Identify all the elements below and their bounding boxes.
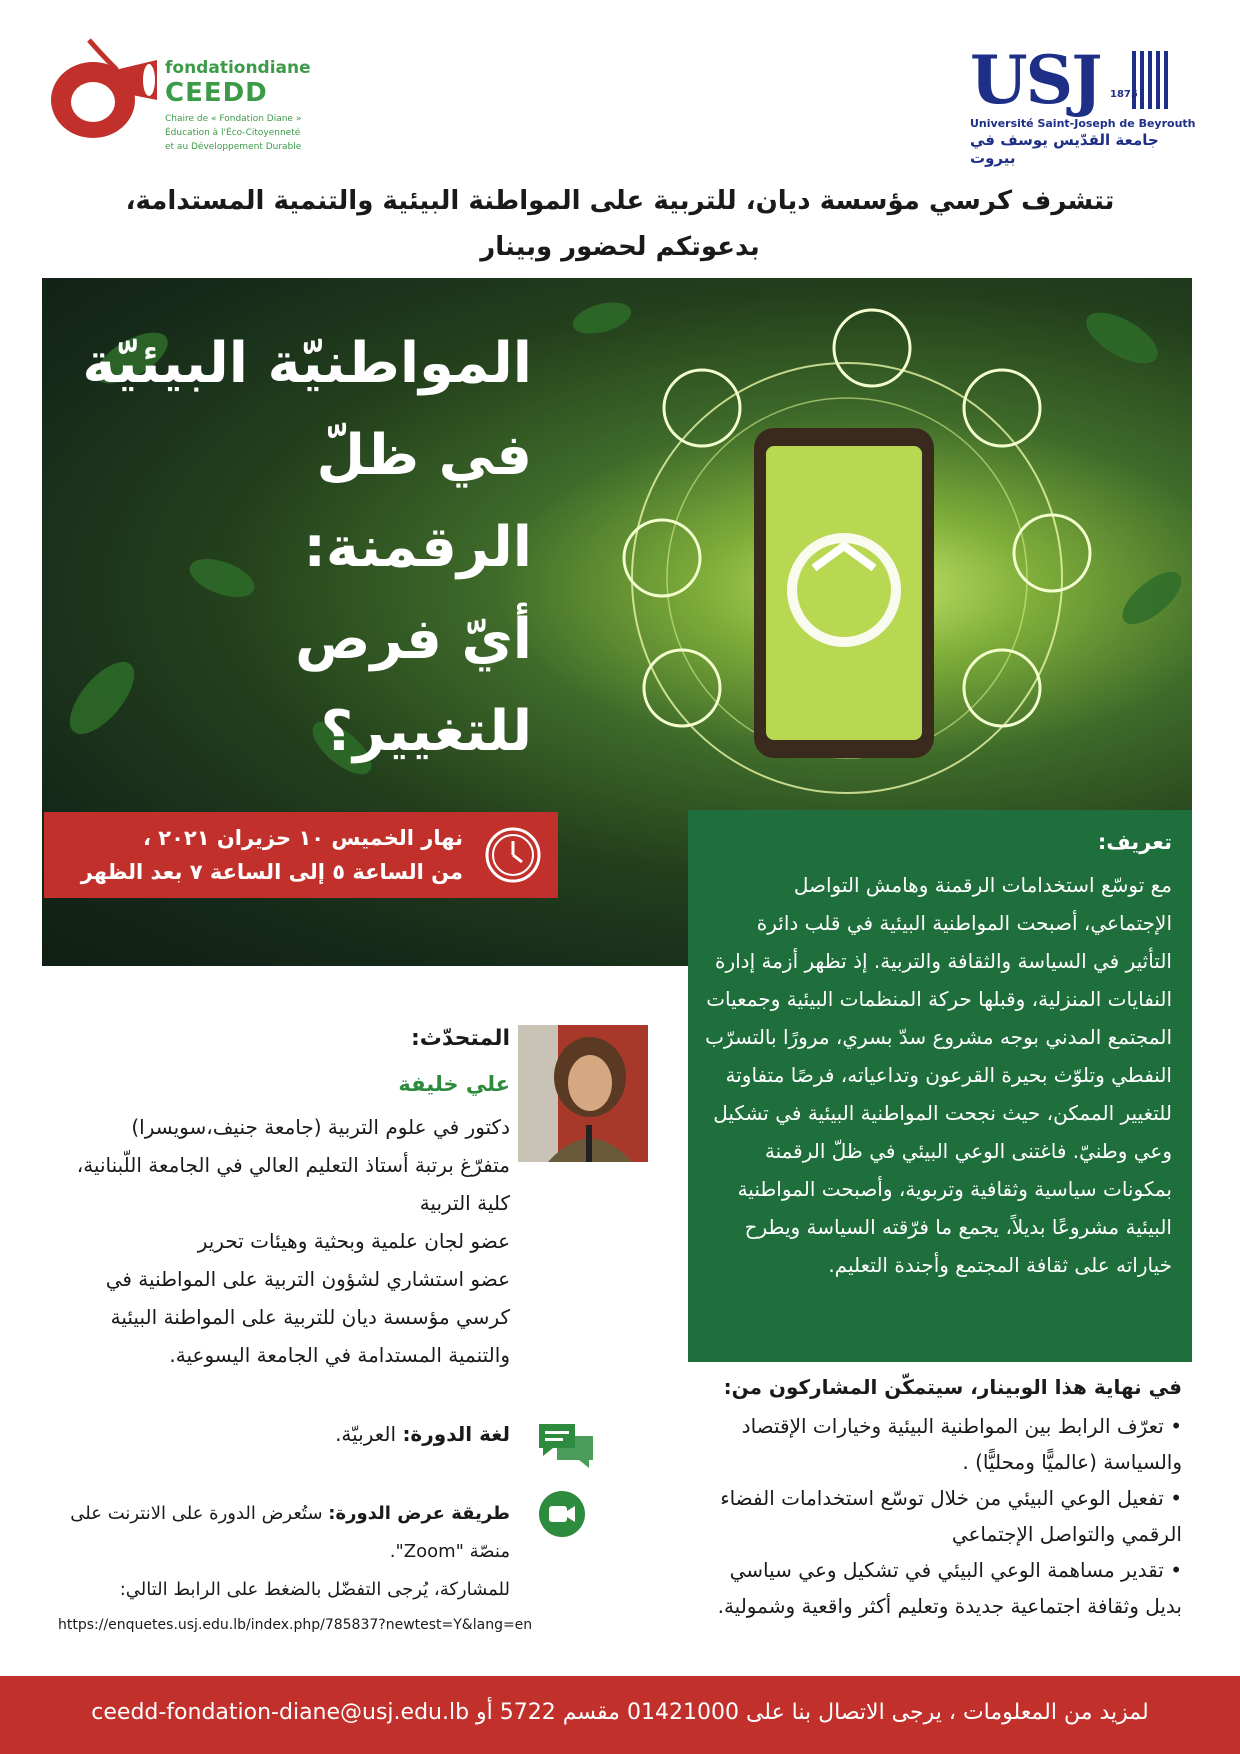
invite-line-2: بدعوتكم لحضور وبينار bbox=[480, 232, 760, 262]
hero-title-line1: المواطنيّة البيئيّة bbox=[82, 331, 532, 396]
ceedd-sub-line1: Chaire de « Fondation Diane » bbox=[165, 114, 302, 124]
clock-icon bbox=[484, 826, 542, 884]
date-line-2: من الساعة ٥ إلى الساعة ٧ بعد الظهر bbox=[80, 860, 463, 884]
ceedd-sub-line2: Éducation à l'Éco-Citoyenneté bbox=[165, 128, 301, 138]
presentation-mode bbox=[70, 1495, 510, 1609]
language-row bbox=[335, 1422, 510, 1446]
mode-line1 bbox=[70, 1495, 510, 1571]
speaker-portrait-icon bbox=[518, 1025, 648, 1162]
list-item: • تعرّف الرابط بين المواطنية البيئية وخيارات الإقتصاد والسياسة (عالميًّا ومحليًّا) . bbox=[741, 1414, 1182, 1474]
usj-pillars-icon bbox=[1130, 49, 1170, 111]
ceedd-logo bbox=[45, 28, 345, 158]
date-box bbox=[44, 812, 558, 898]
invite-line-1: تتشرف كرسي مؤسسة ديان، للتربية على المواطنة البيئية والتنمية المستدامة، bbox=[125, 186, 1115, 216]
ceedd-name-line2: CEEDD bbox=[165, 78, 268, 108]
speaker-name: علي خليفة bbox=[398, 1072, 510, 1096]
phone-illustration bbox=[754, 428, 934, 758]
list-item: • تفعيل الوعي البيئي من خلال توسّع استخدامات الفضاء الرقمي والتواصل الإجتماعي bbox=[720, 1486, 1182, 1546]
usj-name-arabic: جامعة القدّيس يوسف في بيروت bbox=[970, 131, 1159, 167]
usj-year: 1875 bbox=[1110, 89, 1138, 100]
bio-line: عضو استشاري لشؤون التربية على المواطنية في كرسي مؤسسة ديان للتربية على المواطنة البيئية والتنمية المستدامة في الجامعة اليسوعية. bbox=[105, 1267, 510, 1367]
language-label: لغة الدورة: bbox=[402, 1422, 510, 1446]
definition-body: مع توسّع استخدامات الرقمنة وهامش التواصل الإجتماعي، أصبحت المواطنية البيئية في قلب دائرة التأثير في السياسة والثقافة والتربية. إذ تظهر أزمة إدارة النفايات المنزلية، وقبلها حركة المنظمات البيئية وجمعيات المجتمع المدني بوجه مشروع سدّ بسري، مرورًا بالتسرّب النفطي وتلوّث بحيرة القرعون وتداعياته، فرصًا متفاوتة للتغيير الممكن، حيث نجحت المواطنية البيئية في تشكيل وعي وطنيّ. فاغتنى الوعي البيئي في ظلّ الرقمنة بمكونات سياسية وثقافية وتربوية، وأصبحت المواطنية البيئية مشروعًا بديلاً، يجمع ما فرّقته السياسة ويطرح خياراته على ثقافة المجتمع وأجندة التعليم. bbox=[705, 873, 1172, 1277]
outcomes-list bbox=[702, 1408, 1182, 1624]
hero-title-line2: في ظلّ الرقمنة: bbox=[303, 423, 532, 580]
usj-wordmark: USJ bbox=[970, 41, 1101, 119]
footer-contact: لمزيد من المعلومات ، يرجى الاتصال بنا على 01421000 مقسم 5722 أو ceedd-fondation-diane@usj.edu.lb bbox=[91, 1700, 1149, 1725]
date-line-1: نهار الخميس ١٠ حزيران ٢٠٢١ ، bbox=[142, 826, 463, 850]
video-camera-icon bbox=[538, 1490, 586, 1538]
language-value: العربيّة. bbox=[335, 1422, 397, 1446]
hero-title-line3: أيّ فرص للتغيير؟ bbox=[295, 607, 532, 764]
ceedd-name-line1: fondationdiane bbox=[165, 58, 311, 78]
definition-title: تعريف: bbox=[1097, 830, 1172, 854]
chat-bubbles-icon bbox=[535, 1420, 597, 1470]
footer-bar bbox=[0, 1676, 1240, 1754]
ceedd-mark-icon bbox=[45, 30, 165, 150]
registration-link[interactable]: https://enquetes.usj.edu.lb/index.php/785837?newtest=Y&lang=en bbox=[58, 1617, 533, 1633]
mode-text: ستُعرض الدورة على الانترنت على منصّة "Zoom". bbox=[70, 1503, 510, 1562]
list-item: • تقدير مساهمة الوعي البيئي في تشكيل وعي سياسي بديل وثقافة اجتماعية جديدة وتعليم أكثر واقعية وشمولية. bbox=[717, 1558, 1182, 1618]
bio-line: دكتور في علوم التربية (جامعة جنيف،سويسرا) bbox=[131, 1115, 510, 1139]
speaker-bio bbox=[70, 1108, 510, 1374]
outcomes-heading: في نهاية هذا الوبينار، سيتمكّن المشاركون من: bbox=[723, 1375, 1182, 1399]
ceedd-sub-line3: et au Développement Durable bbox=[165, 142, 302, 152]
mode-label: طريقة عرض الدورة: bbox=[328, 1503, 510, 1524]
bio-line: عضو لجان علمية وبحثية وهيئات تحرير bbox=[197, 1229, 510, 1253]
ceedd-subtitle bbox=[165, 112, 340, 154]
bio-line: متفرّغ برتبة أستاذ التعليم العالي في الجامعة اللّبنانية، كلية التربية bbox=[76, 1153, 510, 1215]
usj-name-french: Université Saint-Joseph de Beyrouth bbox=[970, 117, 1196, 130]
definition-box bbox=[688, 810, 1192, 1362]
usj-logo bbox=[970, 41, 1196, 167]
speaker-photo bbox=[518, 1025, 648, 1162]
mode-line2: للمشاركة، يُرجى التفضّل بالضغط على الرابط التالي: bbox=[119, 1579, 510, 1600]
hero-title bbox=[72, 318, 532, 778]
speaker-heading: المتحدّث: bbox=[411, 1026, 510, 1051]
